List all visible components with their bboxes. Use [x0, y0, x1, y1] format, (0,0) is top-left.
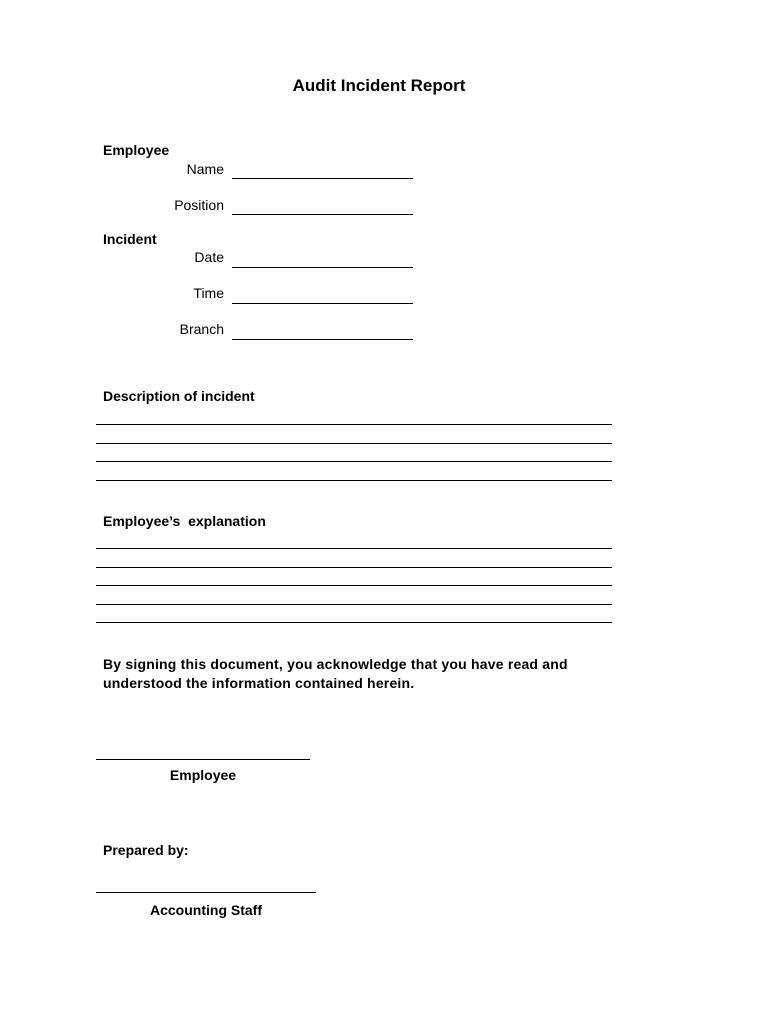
time-label: Time: [193, 285, 224, 301]
explanation-line[interactable]: [96, 548, 612, 549]
description-line[interactable]: [96, 443, 612, 444]
explanation-line[interactable]: [96, 567, 612, 568]
acknowledgement-line-2: understood the information contained herein.: [103, 675, 415, 691]
explanation-line[interactable]: [96, 622, 612, 623]
employee-signature-line[interactable]: [96, 759, 310, 760]
explanation-line[interactable]: [96, 585, 612, 586]
branch-label: Branch: [179, 321, 224, 337]
accounting-staff-caption: Accounting Staff: [150, 902, 262, 918]
prepared-by-label: Prepared by:: [103, 842, 189, 858]
acknowledgement-line-1: By signing this document, you acknowledge that you have read and: [103, 656, 568, 672]
employee-signature-caption: Employee: [169, 767, 237, 783]
prepared-by-signature-line[interactable]: [96, 892, 316, 893]
name-label: Name: [186, 161, 224, 177]
position-field[interactable]: [232, 214, 413, 215]
description-line[interactable]: [96, 480, 612, 481]
explanation-heading: Employee’s explanation: [103, 513, 266, 529]
description-line[interactable]: [96, 461, 612, 462]
date-field[interactable]: [232, 267, 413, 268]
description-heading: Description of incident: [103, 388, 255, 404]
name-field[interactable]: [232, 178, 413, 179]
incident-section-heading: Incident: [103, 231, 157, 247]
description-line[interactable]: [96, 424, 612, 425]
position-label: Position: [174, 197, 224, 213]
acknowledgement-text: [103, 655, 623, 693]
branch-field[interactable]: [232, 339, 413, 340]
employee-section-heading: Employee: [103, 142, 170, 158]
date-label: Date: [194, 249, 224, 265]
page-title: Audit Incident Report: [292, 76, 466, 95]
time-field[interactable]: [232, 303, 413, 304]
explanation-line[interactable]: [96, 604, 612, 605]
